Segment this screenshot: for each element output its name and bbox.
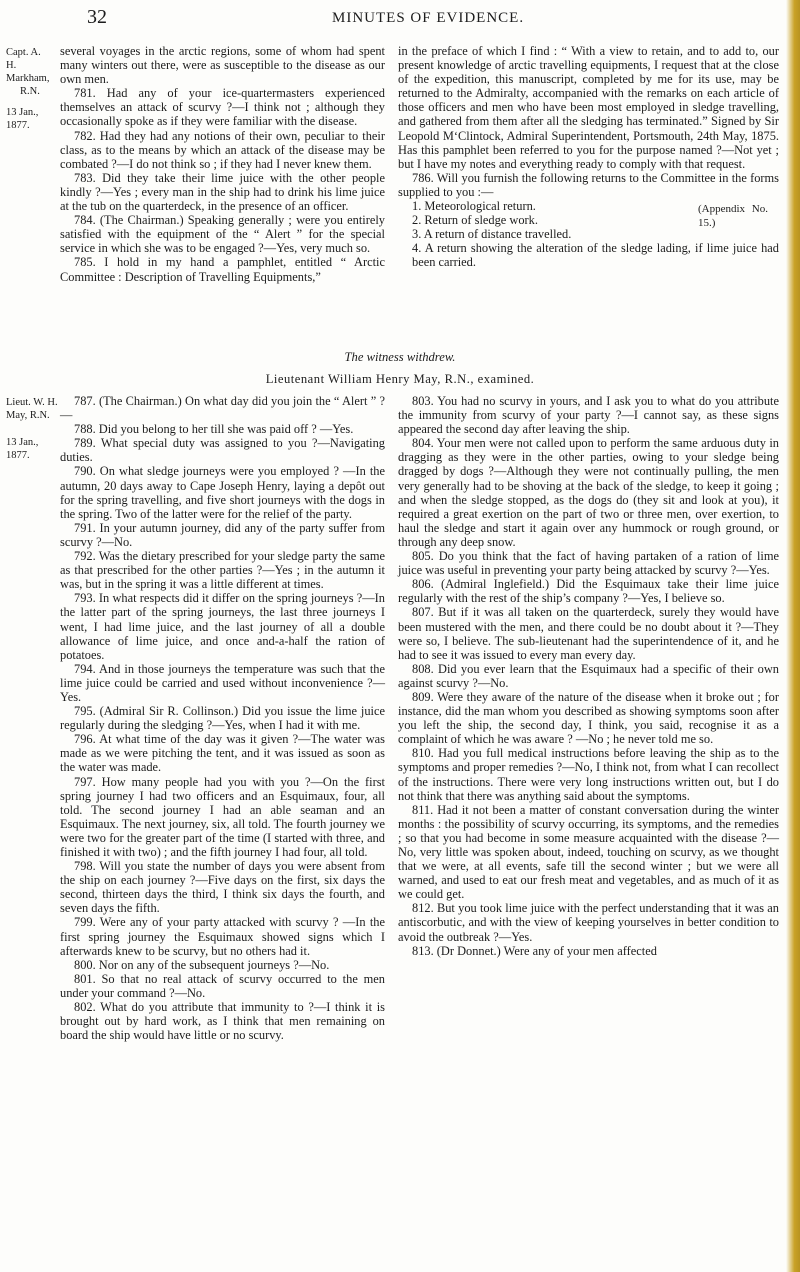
paragraph: in the preface of which I find : “ With a view to retain, and to add to, our present knowledge of arctic travelling equipments, I request that at the close of the expedition, this manuscript, completed by me for its use, may be returned to the Admiralty, accompanied with the remarks on each article of those officers and men who have been most employed in sledge travelling, and gathered from them after all the sledging has terminated.” Signed by Sir Leopold M‘Clintock, Admiral Superintendent, Portsmouth, 24th May, 1875. Has this pamphlet been referred to you for the purpose named ?—Not yet ; but I have my notes and everything ready to comply with that request. bbox=[398, 44, 779, 171]
paragraph: 781. Had any of your ice-quartermasters experienced themselves an attack of scurvy ?—I think not ; although they occasionally spoke as if they were familiar with the disease. bbox=[60, 86, 385, 129]
paragraph: 794. And in those journeys the temperature was such that the lime juice could be carried and used without inconvenience ?—Yes. bbox=[60, 661, 385, 704]
paragraph: 801. So that no real attack of scurvy occurred to the men under your command ?—No. bbox=[60, 971, 385, 1000]
margin-line: 13 Jan., 1877. bbox=[6, 437, 39, 461]
margin-line: 13 Jan., 1877. bbox=[6, 107, 39, 131]
paragraph: 799. Were any of your party attacked with scurvy ? —In the first spring journey the Esquimaux showed signs which I afterwards knew to be scurvy, but no others had it. bbox=[60, 915, 385, 958]
paragraph: 785. I hold in my hand a pamphlet, entitled “ Arctic Committee : Description of Travelling Equipments,” bbox=[60, 255, 385, 284]
bottom-left-column bbox=[60, 394, 385, 1042]
margin-note-first-witness bbox=[6, 46, 58, 132]
running-title: MINUTES OF EVIDENCE. bbox=[332, 10, 525, 26]
paragraph: 788. Did you belong to her till she was paid off ? —Yes. bbox=[74, 422, 354, 437]
paragraph: 800. Nor on any of the subsequent journeys ?—No. bbox=[74, 957, 330, 972]
paragraph: 802. What do you attribute that immunity to ?—I think it is brought out by hard work, as I think that men remaining on board the ship would have little or no scurvy. bbox=[60, 1000, 385, 1043]
paragraph: 798. Will you state the number of days you were absent from the ship on each journey ?—Five days on the first, six days the second, thirteen days the third, I think six days the fourth, and seven days the fifth. bbox=[60, 859, 385, 916]
page-edge bbox=[786, 0, 800, 1272]
list-item: 1. Meteorological return. bbox=[412, 199, 536, 214]
paragraph: 783. Did they take their lime juice with the other people kindly ?—Yes ; every man in the ship had to drink his lime juice at the tub on the quarterdeck, in the presence of an officer. bbox=[60, 170, 385, 214]
margin-note-second-witness bbox=[6, 396, 58, 462]
returns-list-block bbox=[398, 199, 779, 269]
margin-line: Lieut. W. H. bbox=[6, 397, 58, 408]
paragraph: 813. (Dr Donnet.) Were any of your men affected bbox=[412, 943, 657, 958]
top-right-column bbox=[398, 44, 779, 270]
paragraph: 792. Was the dietary prescribed for your sledge party the same as that prescribed for the other parties ?—Yes ; in the autumn it was, but in the spring it was a little different at times. bbox=[60, 549, 385, 592]
paragraph: 807. But if it was all taken on the quarterdeck, surely they would have been mustered with the men, and there could be no doubt about it ?—They were so, I believe. The sub-lieutenant had the superintendence of it, and he had to see it was issued to every man every day. bbox=[398, 605, 779, 662]
paragraph: 810. Had you full medical instructions before leaving the ship as to the symptoms and proper remedies ?—No, I think not, from what I can recollect of the instructions. There were very long instructions written out, but I do not think that there was anything said about the symptoms. bbox=[398, 746, 779, 803]
paragraph: 795. (Admiral Sir R. Collinson.) Did you issue the lime juice regularly during the sledging ?—Yes, when I had it with me. bbox=[60, 704, 385, 733]
paragraph: 782. Had they had any notions of their own, peculiar to their class, as to the means by which an attack of the disease may be combated ?—I do not think so ; if they had I never knew them. bbox=[60, 128, 385, 171]
paragraph: 803. You had no scurvy in yours, and I ask you to what do you attribute the immunity from scurvy of your party ?—I cannot say, as these signs appeared the second day after leaving the ship. bbox=[398, 394, 779, 437]
witness-withdrew: The witness withdrew. bbox=[344, 350, 456, 364]
section-heading: Lieutenant William Henry May, R.N., examined. bbox=[265, 372, 535, 386]
paragraph: 812. But you took lime juice with the perfect understanding that it was an antiscorbutic, and with the view of keeping yourselves in better condition to avoid the outbreak ?—Yes. bbox=[398, 901, 779, 944]
paragraph: 784. (The Chairman.) Speaking generally ; were you entirely satisfied with the equipment of the “ Alert ” for the special service in which she was to be engaged ?—Yes, very much so. bbox=[60, 213, 385, 256]
margin-line: H. Markham, bbox=[6, 60, 50, 84]
margin-line: Capt. A. bbox=[6, 47, 41, 58]
margin-line: R.N. bbox=[20, 86, 40, 97]
paragraph: 786. Will you furnish the following returns to the Committee in the forms supplied to you :— bbox=[398, 170, 779, 199]
paragraph: 811. Had it not been a matter of constant conversation during the winter months : the possibility of scurvy occurring, its symptoms, and the remedies ; so that you had become in some measure acquainted with the disease ?—No, very little was spoken about, indeed, touching on scurvy, as we thought that we were, at all events, safe till the second winter ; but we were all warned, and used to eat our fresh meat and vegetables, and as much of it as we could get. bbox=[398, 802, 779, 902]
appendix-note: (Appendix No. 15.) bbox=[698, 203, 768, 230]
paragraph: 805. Do you think that the fact of having partaken of a ration of lime juice was useful in preventing your party being attacked by scurvy ?—Yes. bbox=[398, 549, 779, 578]
paragraph: 787. (The Chairman.) On what day did you join the “ Alert ” ?— bbox=[60, 394, 385, 423]
paragraph: 806. (Admiral Inglefield.) Did the Esquimaux take their lime juice regularly with the rest of the ship’s company ?—Yes, I believe so. bbox=[398, 577, 779, 606]
paragraph: 790. On what sledge journeys were you employed ? —In the autumn, 20 days away to Cape Joseph Henry, laying a depôt out for the spring travelling, and five short journeys with the dogs in the spring. Two of the latter were for the relief of the party. bbox=[60, 464, 385, 521]
paragraph: 797. How many people had you with you ?—On the first spring journey I had two officers and an Esquimaux, four, all told. The second journey I had an able seaman and an Esquimaux. The next journey, six, all told. The fourth journey we were two for the greater part of the time (I started with three, and finished it with two) ; and the fifth journey I had four, all told. bbox=[60, 774, 385, 859]
list-item: 4. A return showing the alteration of the sledge lading, if lime juice had been carried. bbox=[412, 241, 779, 270]
paragraph: 793. In what respects did it differ on the spring journeys ?—In the latter part of the spring journeys, the last three journeys I went, I had lime juice, and the last journey of all a double allowance of lime juice, and once and-a-half the ration of potatoes. bbox=[60, 591, 385, 662]
top-left-column bbox=[60, 44, 385, 284]
bottom-right-column bbox=[398, 394, 779, 958]
paragraph: 791. In your autumn journey, did any of the party suffer from scurvy ?—No. bbox=[60, 520, 385, 549]
paragraph: 804. Your men were not called upon to perform the same arduous duty in dragging as they were in the other parties, owing to your sledge being dragged by dogs ?—Although they were not continually pulling, the men very generally had to be shoving at the back of the sledge, to keep it going ; and when the sledge stopped, as the dogs do (they sit and look at you), it required a great exertion on the part of two or three men, over exertion, to haul the sledge and start it again over any hummock or rough ground, or through any deep snow. bbox=[398, 436, 779, 549]
list-item: 3. A return of distance travelled. bbox=[412, 227, 572, 242]
list-item: 2. Return of sledge work. bbox=[412, 213, 538, 228]
paragraph: 796. At what time of the day was it given ?—The water was made as we were pitching the tent, and it was issued as soon as the water was made. bbox=[60, 732, 385, 775]
paragraph: 789. What special duty was assigned to you ?—Navigating duties. bbox=[60, 436, 385, 465]
page-header bbox=[0, 6, 800, 32]
page-number: 32 bbox=[87, 6, 107, 28]
paragraph: 809. Were they aware of the nature of the disease when it broke out ; for instance, did the man whom you described as showing symptoms soon after you left the ship, the second day, I think, you said, recognise it as a complaint of which he was aware ? —No ; he never told me so. bbox=[398, 689, 779, 747]
paragraph: several voyages in the arctic regions, some of whom had spent many winters out there, were as susceptible to the disease as our own men. bbox=[60, 44, 385, 87]
margin-line: May, R.N. bbox=[6, 410, 50, 421]
paragraph: 808. Did you ever learn that the Esquimaux had a specific of their own against scurvy ?—No. bbox=[398, 661, 779, 690]
